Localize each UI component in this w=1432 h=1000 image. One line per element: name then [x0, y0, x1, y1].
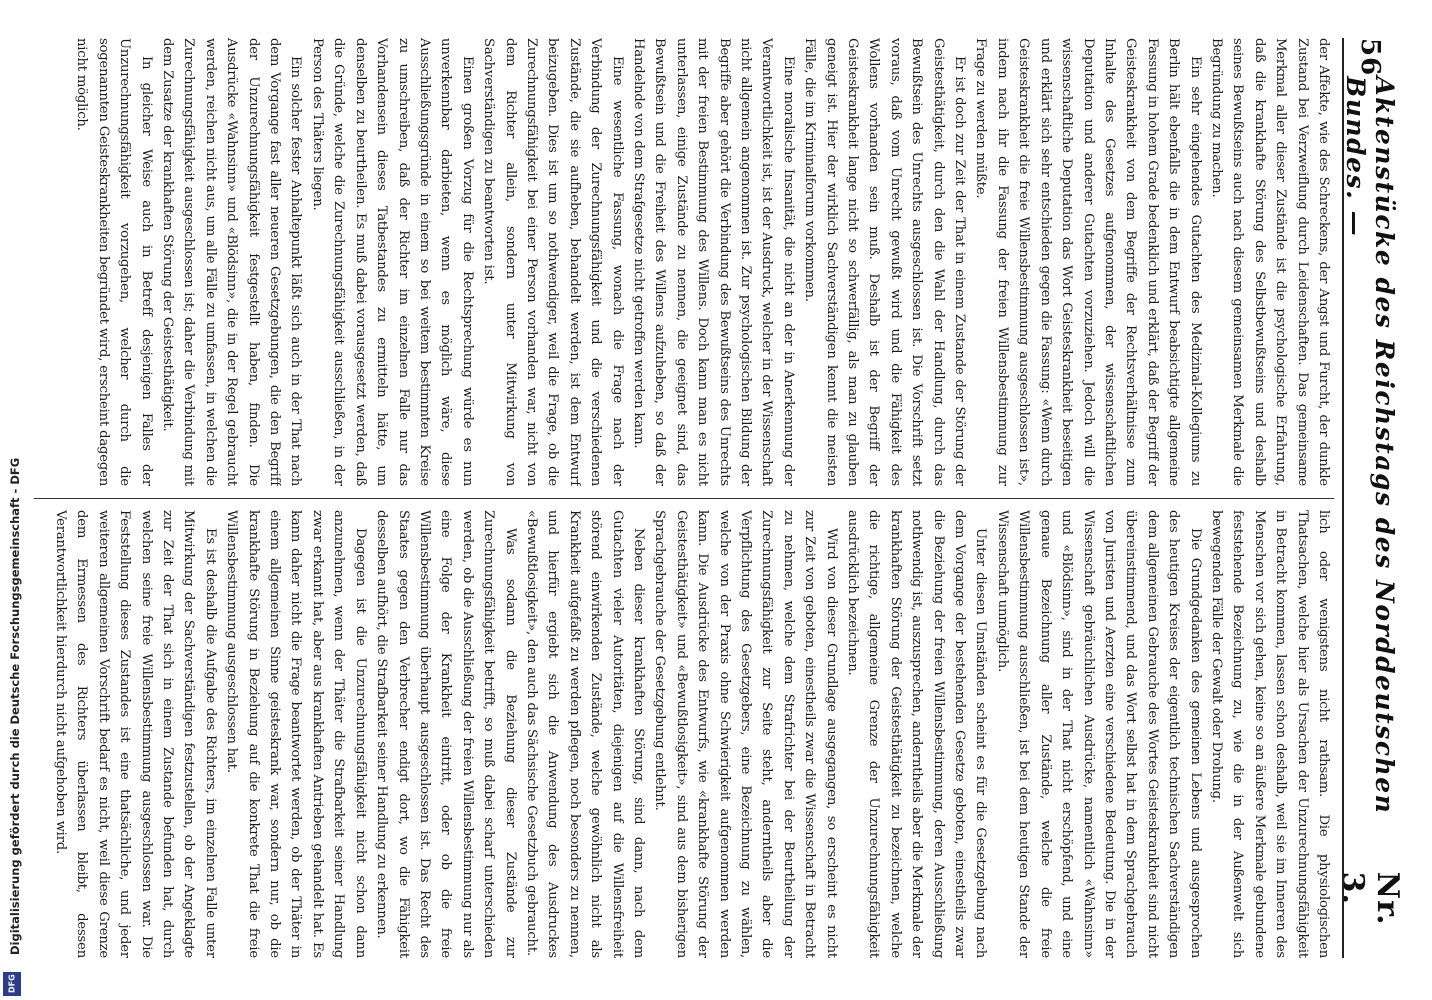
- rotated-sheet: [12, 8, 1405, 988]
- issue-label: Nr. 3.: [1335, 871, 1405, 926]
- running-title: [1341, 76, 1399, 871]
- paragraph: Was sodann die Beziehung dieser Zustände zur Zurechnungsfähigkeit betrifft, so muß dabei scharf unterschieden werden, ob die Ausschließung der freien Willensbestimmung nur als eine Folge der Krankheit eintritt, oder ob die freie Willensbestimmung überhaupt ausgeschlossen ist. Das Recht des Staates gegen den Verbrecher endigt dort, wo die Fähigkeit desselben aufhört, die Strafbarkeit seiner Handlung zu erkennen.: [374, 510, 518, 958]
- paragraph: Ein sehr eingehendes Gutachten des Medizinal-Kollegiums zu Berlin hält ebenfalls die in dem Entwurf beabsichtigte allgemeine Fassung in hohem Grade bedenklich und erklärt, daß der Begriff der Geisteskrankheit von dem Begriffe der Rechtsverhältnisse zum Inhalte des Gesetzes aufgenommen, der wissenschaftlichen Deputation und anderer Gutachten vorzuziehen. Jedoch will die wissenschaftliche Deputation das Wort Geisteskrankheit beseitigen und erklärt sich sehr entschieden gegen die Fassung: «Wenn durch Geisteskrankheit die freie Willensbestimmung ausgeschlossen ist», indem nach ihr die Fassung der freien Willensbestimmung zur Frage zu werden müßte.: [973, 38, 1203, 486]
- paragraph: Einen großen Vorzug für die Rechtsprechung würde es nun unverkennbar darbieten, wenn es möglich wäre, diese Ausschließungsgründe in einem so bei weitem bestimmten Kreise zu umschreiben, daß der Richter im einzelnen Falle nur das Vorhandensein dieses Tatbestandes zu ermitteln hätte, um denselben zu beurtheilen. Es muß dabei vorausgesetzt werden, daß die Gründe, welche die Zurechnungsfähigkeit ausschließen, in der Person des Thäters liegen.: [309, 38, 475, 486]
- paragraph: Wird von dieser Grundlage ausgegangen, so erscheint es nicht zur Zeit von geboten, einestheils zwar die Wissenschaft in Betracht zu nehmen, welche dem Strafrichter bei der Beurtheilung der Zurechnungsfähigkeit zur Seite steht, anderntheils aber die Verpflichtung des Gesetzgebers, eine Bezeichnung zu wählen, welche von der Praxis ohne Schwierigkeit aufgenommen werden kann. Die Ausdrücke des Entwurfs, wie «krankhafte Störung der Geistesthätigkeit» und «Bewußtlosigkeit», sind aus dem bisherigen Sprachgebrauche der Gesetzgebung entlehnt.: [652, 510, 839, 958]
- paragraph: Er ist doch zur Zeit der That in einem Zustande der Störung der Geistesthätigkeit, durch den die Wahl der Handlung, durch das Bewußtsein des Unrechts ausgeschlossen ist. Die Vorschrift setzt voraus, daß vom Unrecht gewußt wird und die Fähigkeit des Wollens vorhanden sein muß. Deshalb ist der Begriff der Geisteskrankheit lange nicht so schwerfällig, als man zu glauben geneigt ist. Hier der wirklich Sachverständigen kennt die meisten Fälle, die im Kriminalforum vorkommen.: [802, 38, 968, 486]
- running-title-text: Aktenstücke des Reichstags des Norddeutschen Bundes.: [1341, 76, 1399, 815]
- digitization-credit: [2, 0, 26, 1000]
- right-column: [24, 510, 1334, 958]
- paragraph: Eine wesentliche Fassung, wonach die Frage nach der Verbindung der Zurechnungsfähigkeit und die verschiedenen Zustände, die sie aufheben, behandelt werden, ist dem Entwurf beizugeben. Dies ist um so nothwendiger, weil die Frage, ob die Zurechnungsfähigkeit bei einer Person vorhanden war, nicht von dem Richter allein, sondern unter Mitwirkung von Sachverständigen zu beantworten ist.: [481, 38, 625, 486]
- paragraph: der Affekte, wie des Schreckens, der Angst und Furcht, der dunkle Zustand bei Verzweiflung durch Leidenschaften. Das gemeinsame Merkmal aller dieser Zustände ist die psychologische Erfahrung, daß die krankhafte Störung des Selbstbewußtseins und deshalb seines Bewußtseins auch nach diesem gemeinsamen Merkmale die Begründung zu machen.: [1208, 38, 1331, 486]
- paragraph: Ein solcher fester Anhaltepunkt läßt sich auch in der That nach dem Vorgange fast aller neueren Gesetzgebungen, die den Begriff der Unzurechnungsfähigkeit festgestellt haben, finden. Die Ausdrücke «Wahnsinn» und «Blödsinn», die in der Regel gebraucht werden, reichen nicht aus, um alle Fälle zu umfassen, in welchen die Zurechnungsfähigkeit ausgeschlossen ist; daher die Verbindung mit dem Zusatze der krankhaften Störung der Geistesthätigkeit.: [160, 38, 304, 486]
- page-header: [1335, 38, 1405, 958]
- paragraph: Neben dieser krankhaften Störung, sind dann, nach dem Gutachten vieler Autoritäten, diejenigen auf die Willensfreiheit störend einwirkenden Zustände, welche gewöhnlich nicht als Krankheit aufgefaßt zu werden pflegen, noch besonders zu nennen, und hierfür ergiebt sich die Anwendung des Ausdruckes «Bewußtlosigkeit», den auch das Sächsische Gesetzbuch gebraucht.: [523, 510, 646, 958]
- digitization-credit-text: Digitalisierung gefördert durch die Deutsche Forschungsgemeinschaft - DFG: [8, 457, 22, 955]
- paragraph: lich oder wenigstens nicht rathsam. Die physiologischen Thatsachen, welche hier als Ursachen der Unzurechnungsfähigkeit in Betracht kommen, lassen schon deshalb, weil sie im Inneren des Menschen vor sich gehen, keine so an äußere Merkmale gebundene feststehende Bezeichnung zu, wie die in der Außenwelt sich bewegenden Fälle der Gewalt oder Drohung.: [1208, 510, 1331, 958]
- paragraph: In gleicher Weise auch in Betreff desjenigen Falles der Unzurechnungsfähigkeit vorzugehen, welcher durch die sogenannten Geisteskrankheiten begründet wird, erscheint dagegen nicht möglich.: [74, 38, 154, 486]
- paragraph: Die Grundgedanken des gemeinen Lebens und ausgesprochen des heutigen Kreises der eigentlich technischen Sachverständigen dem allgemeinen Gebrauche des Wortes Geisteskrankheit sind nicht übereinstimmend, und das Wort selbst hat in dem Sprachgebrauch von Juristen und Aerzten eine verschiedene Bedeutung. Die in der Wissenschaft gebräuchlichen Ausdrücke, namentlich «Wahnsinn» und «Blödsinn», sind in der That nicht erschöpfend, und eine genaue Bezeichnung aller Zustände, welche die freie Willensbestimmung ausschließen, ist bei dem heutigen Stande der Wissenschaft unmöglich.: [994, 510, 1203, 958]
- left-column: [24, 38, 1334, 486]
- paragraph: Unter diesen Umständen scheint es für die Gesetzgebung nach dem Vorgange der bestehenden Gesetze geboten, einestheils zwar die Beziehung der freien Willensbestimmung, deren Ausschließung nothwendig ist, auszusprechen, anderntheils aber die Merkmale der krankhaften Störung der Geistesthätigkeit zu bezeichnen, welche die richtige, allgemeine Grenze der Unzurechnungsfähigkeit ausdrücklich bezeichnen.: [845, 510, 989, 958]
- paragraph: Dagegen ist die Unzurechnungsfähigkeit nicht schon dann anzunehmen, wenn der Thäter die Strafbarkeit seiner Handlung zwar erkannt hat, aber aus krankhaften Antrieben gehandelt hat. Es kann daher nicht die Frage beantwortet werden, ob der Thäter in einem allgemeinen Sinne geisteskrank war, sondern nur, ob die krankhafte Störung in Beziehung auf die konkrete That die freie Willensbestimmung ausgeschlossen hat.: [224, 510, 368, 958]
- header-rule: [1342, 38, 1344, 958]
- paragraph: Eine moralische Insanität, die nicht an der in Anerkennung der Verantwortlichkeit ist, ist der Ausdruck, welcher in der Wissenschaft nicht allgemein angenommen ist. Zur psychologischen Bildung der Begriffe aber gehört die Verbindung des Bewußtseins des Unrechts mit der freien Bestimmung des Willens. Doch kann man es nicht unterlassen, einige Zustände zu nennen, die geeignet sind, das Bewußtsein und die Freiheit des Willens aufzuheben, so daß der Handelnde von dem Strafgesetze nicht getroffen werden kann.: [631, 38, 796, 486]
- title-dash: —: [1341, 210, 1370, 238]
- page-number: 56: [1355, 38, 1385, 77]
- paragraph: Es ist deshalb die Aufgabe des Richters, im einzelnen Falle unter Mitwirkung der Sachverständigen festzustellen, ob der Angeklagte zur Zeit der That sich in einem Zustande befunden hat, durch welchen seine freie Willensbestimmung ausgeschlossen war. Die Feststellung dieses Zustandes ist eine thatsächliche, und jeder weiteren allgemeinen Vorschrift bedarf es nicht, weil diese Grenze dem Ermessen des Richters überlassen bleibt, dessen Verantwortlichkeit hierdurch nicht aufgehoben wird.: [53, 510, 218, 958]
- column-divider: [34, 498, 1334, 499]
- dfg-logo-icon: DFG: [3, 972, 21, 996]
